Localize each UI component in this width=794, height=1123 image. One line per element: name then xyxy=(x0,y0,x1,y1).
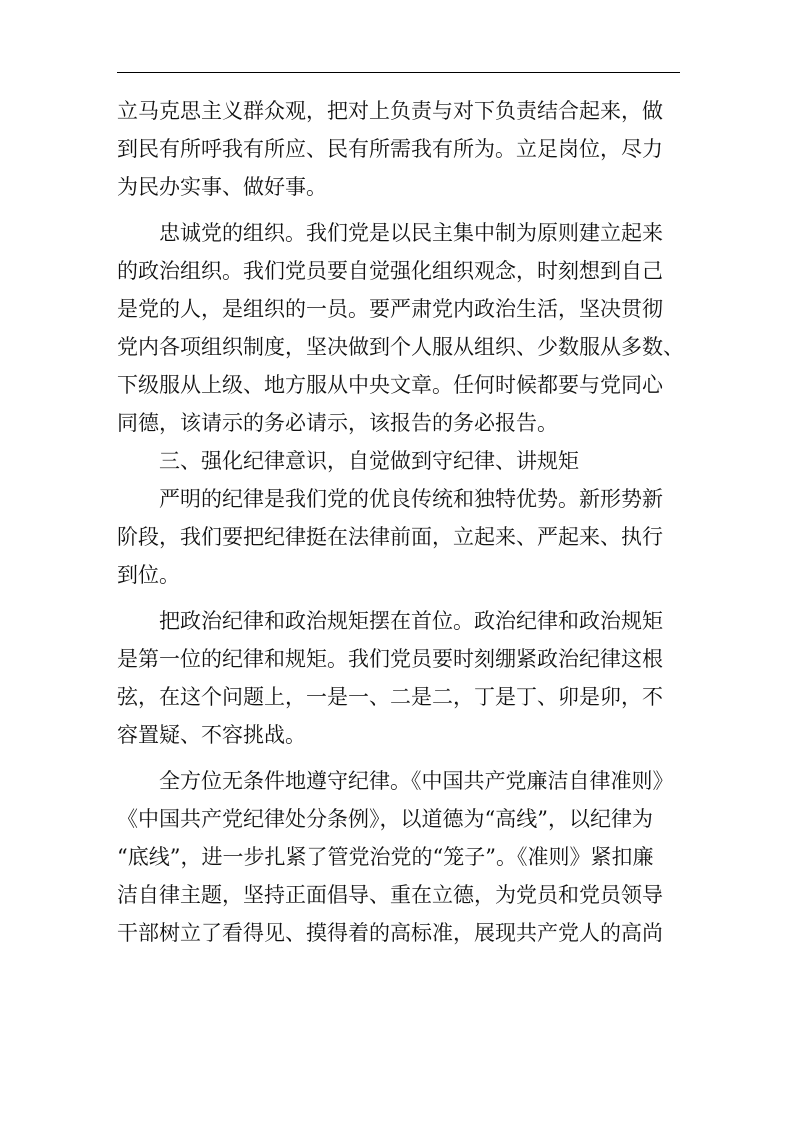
text-line: 到民有所呼我有所应、民有所需我有所为。立足岗位，尽力 xyxy=(117,137,663,161)
text-line: 到位。 xyxy=(117,563,180,587)
paragraph-3 xyxy=(117,480,680,594)
section-heading xyxy=(117,442,680,480)
heading-line: 三、强化纪律意识，自觉做到守纪律、讲规矩 xyxy=(159,449,579,473)
text-line: 党内各项组织制度，坚决做到个人服从组织、少数服从多数、 xyxy=(117,335,684,359)
paragraph-5 xyxy=(117,762,680,952)
text-line: 立马克思主义群众观，把对上负责与对下负责结合起来，做 xyxy=(117,99,663,123)
paragraph-1 xyxy=(117,92,680,206)
text-line: 全方位无条件地遵守纪律。《中国共产党廉洁自律准则》 xyxy=(159,769,674,793)
text-line: 的政治组织。我们党员要自觉强化组织观念，时刻想到自己 xyxy=(117,259,663,283)
paragraph-4 xyxy=(117,602,680,754)
document-body xyxy=(117,92,684,952)
text-line: 阶段，我们要把纪律挺在法律前面，立起来、严起来、执行 xyxy=(117,525,663,549)
text-line: 忠诚党的组织。我们党是以民主集中制为原则建立起来 xyxy=(159,221,663,245)
text-line: 洁自律主题，坚持正面倡导、重在立德，为党员和党员领导 xyxy=(117,883,663,907)
text-line: 同德，该请示的务必请示，该报告的务必报告。 xyxy=(117,411,558,435)
text-line: 是第一位的纪律和规矩。我们党员要时刻绷紧政治纪律这根 xyxy=(117,647,663,671)
text-line: 干部树立了看得见、摸得着的高标准，展现共产党人的高尚 xyxy=(117,921,663,945)
text-line: 弦，在这个问题上，一是一、二是二，丁是丁、卯是卯，不 xyxy=(117,685,663,709)
text-line: 严明的纪律是我们党的优良传统和独特优势。新形势新 xyxy=(159,487,663,511)
text-line: 把政治纪律和政治规矩摆在首位。政治纪律和政治规矩 xyxy=(159,609,663,633)
text-line: 为民办实事、做好事。 xyxy=(117,175,327,199)
text-line: 容置疑、不容挑战。 xyxy=(117,723,306,747)
text-line: 是党的人，是组织的一员。要严肃党内政治生活，坚决贯彻 xyxy=(117,297,663,321)
text-line: 下级服从上级、地方服从中央文章。任何时候都要与党同心 xyxy=(117,373,663,397)
text-line: 《中国共产党纪律处分条例》，以道德为“高线”，以纪律为 xyxy=(117,807,653,831)
paragraph-2 xyxy=(117,214,684,442)
text-line: “底线”，进一步扎紧了管党治党的“笼子”。《准则》紧扣廉 xyxy=(117,845,654,869)
header-rule xyxy=(117,72,680,73)
